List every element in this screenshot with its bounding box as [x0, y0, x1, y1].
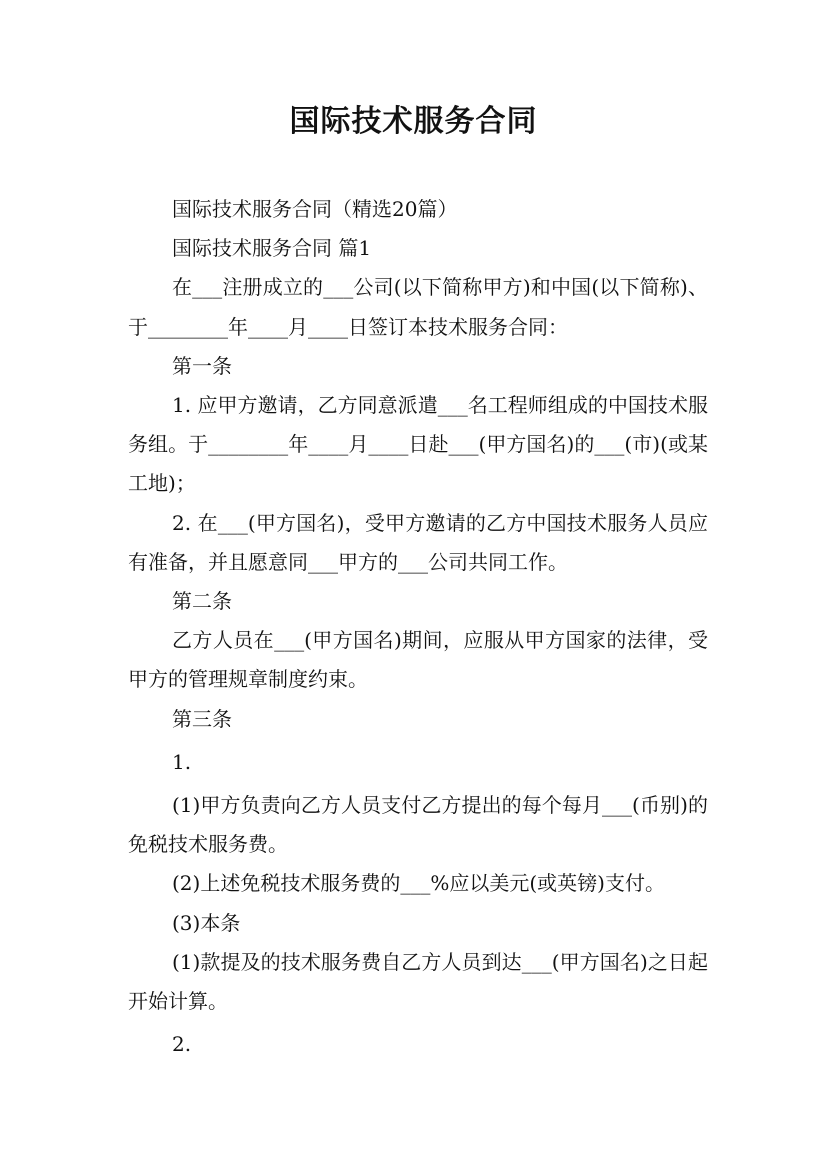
article-3-clause-1: 1. — [172, 749, 192, 774]
article-1-clause-2: 2. 在___(甲方国名)，受甲方邀请的乙方中国技术服务人员应有准备，并且愿意同___甲方的___公司共同工作。 — [128, 510, 708, 574]
paragraph-section-heading: 国际技术服务合同 篇1 — [172, 236, 372, 261]
document-title: 国际技术服务合同 — [289, 104, 538, 139]
document-body — [128, 190, 708, 1064]
article-3-item-2: (2)上述免税技术服务费的___%应以美元(或英镑)支付。 — [172, 871, 665, 896]
article-1-heading: 第一条 — [172, 353, 232, 378]
article-3-clause-2: 2. — [172, 1032, 192, 1057]
article-3-item-1-cont: (1)款提及的技术服务费自乙方人员到达___(甲方国名)之日起开始计算。 — [128, 949, 708, 1014]
article-3-item-3: (3)本条 — [172, 910, 241, 935]
article-3-item-1: (1)甲方负责向乙方人员支付乙方提出的每个每月___(币别)的免税技术服务费。 — [128, 793, 708, 857]
paragraph-preamble: 在___注册成立的___公司(以下简称甲方)和中国(以下简称)、于________年____月____日签订本技术服务合同： — [128, 275, 708, 339]
article-3-heading: 第三条 — [172, 706, 232, 731]
article-2-clause: 乙方人员在___(甲方国名)期间，应服从甲方国家的法律，受甲方的管理规章制度约束。 — [128, 628, 708, 692]
article-2-heading: 第二条 — [172, 589, 232, 614]
article-1-clause-1: 1. 应甲方邀请，乙方同意派遣___名工程师组成的中国技术服务组。于________年____月____日赴___(甲方国名)的___(市)(或某工地)； — [128, 393, 708, 496]
paragraph-subtitle: 国际技术服务合同（精选20篇） — [172, 197, 458, 221]
